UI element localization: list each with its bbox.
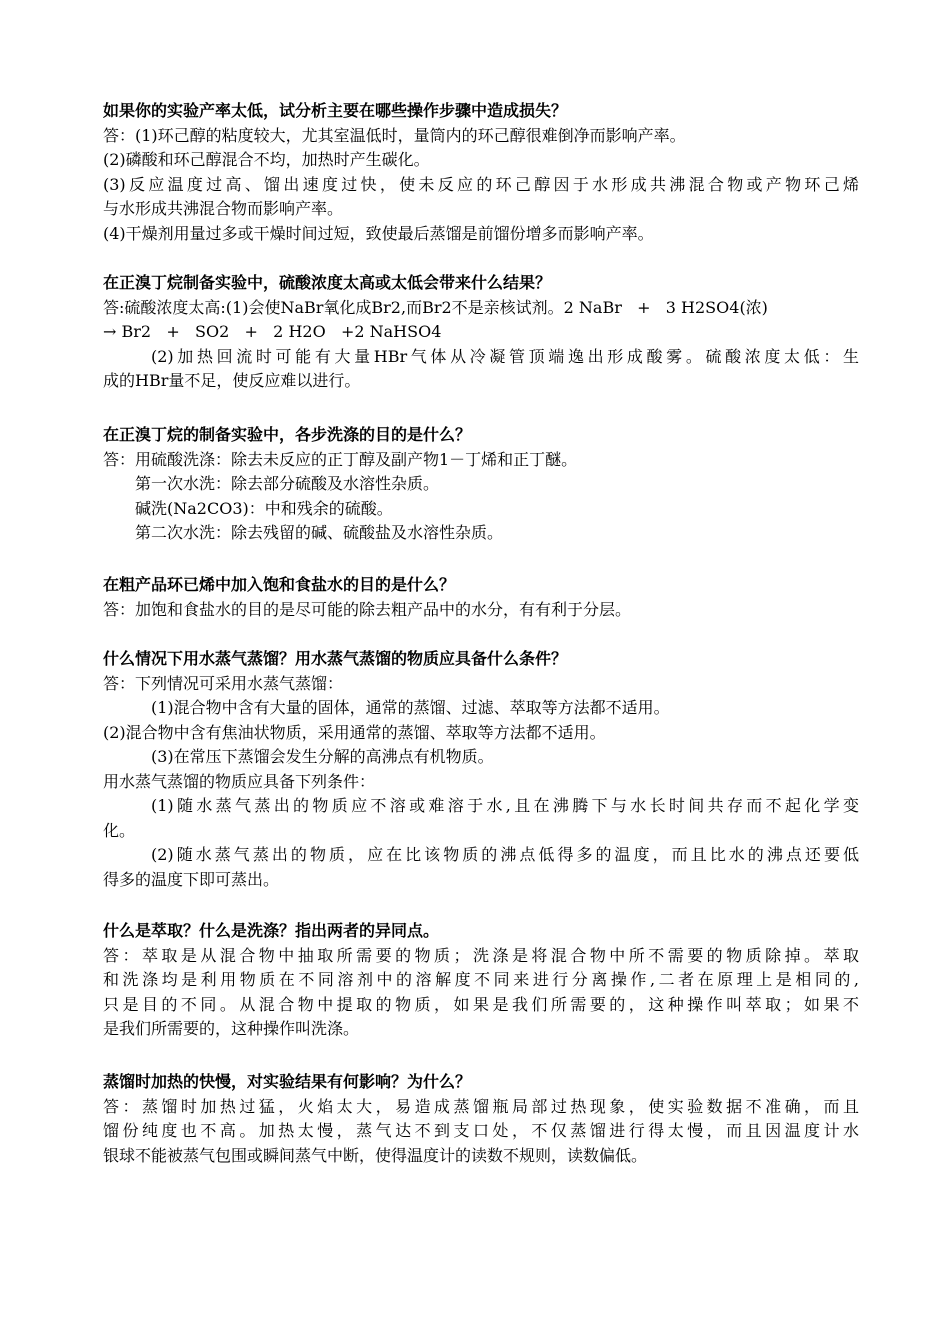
answer-line: 答：蒸馏时加热过猛，火焰太大，易造成蒸馏瓶局部过热现象，使实验数据不准确，而且 <box>103 1096 859 1116</box>
answer-line: 和洗涤均是利用物质在不同溶剂中的溶解度不同来进行分离操作,二者在原理上是相同的, <box>103 970 859 989</box>
qa-section-washing-steps <box>103 423 859 546</box>
answer-line: 答:硫酸浓度太高:(1)会使NaBr氧化成Br2,而Br2不是亲核试剂。2 NaBr + 3 H2SO4(浓) <box>103 297 768 317</box>
answer-line: 答：用硫酸洗涤：除去未反应的正丁醇及副产物1－丁烯和正丁醚。 <box>103 449 578 469</box>
question-heading: 什么情况下用水蒸气蒸馏？用水蒸气蒸馏的物质应具备什么条件？ <box>103 649 568 668</box>
qa-section-sulfuric-acid <box>103 271 859 394</box>
question-heading: 如果你的实验产率太低，试分析主要在哪些操作步骤中造成损失？ <box>103 101 568 120</box>
answer-line: 答：下列情况可采用水蒸气蒸馏： <box>103 673 344 693</box>
answer-line: 银球不能被蒸气包围或瞬间蒸气中断，使得温度计的读数不规则，读数偏低。 <box>103 1145 648 1165</box>
question-heading: 在正溴丁烷的制备实验中，各步洗涤的目的是什么？ <box>103 425 472 444</box>
answer-line: (2)随水蒸气蒸出的物质，应在比该物质的沸点低得多的温度，而且比水的沸点还要低 <box>151 845 859 864</box>
question-heading: 蒸馏时加热的快慢，对实验结果有何影响？为什么？ <box>103 1072 472 1091</box>
answer-line: 得多的温度下即可蒸出。 <box>103 869 280 889</box>
qa-section-yield <box>103 99 859 246</box>
qa-section-brine <box>103 573 859 622</box>
answer-line: 与水形成共沸混合物而影响产率。 <box>103 199 344 218</box>
answer-line: 碱洗(Na2CO3)：中和残余的硫酸。 <box>135 498 393 518</box>
answer-line: 馏份纯度也不高。加热太慢，蒸气达不到支口处，不仅蒸馏进行得太慢，而且因温度计水 <box>103 1121 859 1140</box>
question-heading: 什么是萃取？什么是洗涤？指出两者的异同点。 <box>103 921 440 940</box>
answer-line: 只是目的不同。从混合物中提取的物质，如果是我们所需要的，这种操作叫萃取；如果不 <box>103 994 859 1014</box>
answer-line: 答：(1)环己醇的粘度较大，尤其室温低时，量筒内的环己醇很难倒净而影响产率。 <box>103 125 686 145</box>
answer-line: 成的HBr量不足，使反应难以进行。 <box>103 371 361 390</box>
question-heading: 在正溴丁烷制备实验中，硫酸浓度太高或太低会带来什么结果？ <box>103 273 552 292</box>
qa-section-steam-distillation <box>103 647 859 892</box>
qa-section-extraction-vs-washing <box>103 919 859 1042</box>
qa-section-heating-rate <box>103 1070 859 1168</box>
question-heading: 在粗产品环已烯中加入饱和食盐水的目的是什么？ <box>103 575 456 594</box>
answer-line: → Br2 + SO2 + 2 H2O +2 NaHSO4 <box>103 322 442 341</box>
answer-line: 第一次水洗：除去部分硫酸及水溶性杂质。 <box>135 474 440 493</box>
answer-line: (2)磷酸和环己醇混合不均，加热时产生碳化。 <box>103 150 430 169</box>
answer-line: 答：加饱和食盐水的目的是尽可能的除去粗产品中的水分，有有利于分层。 <box>103 599 632 619</box>
answer-line: 用水蒸气蒸馏的物质应具备下列条件： <box>103 771 376 791</box>
answer-line: (2)加热回流时可能有大量HBr气体从冷凝管顶端逸出形成酸雾。硫酸浓度太低：生 <box>151 346 859 366</box>
answer-line: (4)干燥剂用量过多或干燥时间过短，致使最后蒸馏是前馏份增多而影响产率。 <box>103 223 654 243</box>
answer-line: 第二次水洗：除去残留的碱、硫酸盐及水溶性杂质。 <box>135 523 504 542</box>
answer-line: (3)在常压下蒸馏会发生分解的高沸点有机物质。 <box>151 747 494 766</box>
answer-line: (3)反应温度过高、馏出速度过快，使未反应的环己醇因于水形成共沸混合物或产物环己烯 <box>103 174 859 194</box>
answer-line: 是我们所需要的，这种操作叫洗涤。 <box>103 1019 360 1038</box>
answer-line: (2)混合物中含有焦油状物质，采用通常的蒸馏、萃取等方法都不适用。 <box>103 722 606 742</box>
answer-line: 化。 <box>103 820 136 840</box>
answer-line: (1)随水蒸气蒸出的物质应不溶或难溶于水,且在沸腾下与水长时间共存而不起化学变 <box>151 796 859 815</box>
answer-line: 答：萃取是从混合物中抽取所需要的物质；洗涤是将混合物中所不需要的物质除掉。萃取 <box>103 945 859 965</box>
answer-line: (1)混合物中含有大量的固体，通常的蒸馏、过滤、萃取等方法都不适用。 <box>151 698 670 717</box>
